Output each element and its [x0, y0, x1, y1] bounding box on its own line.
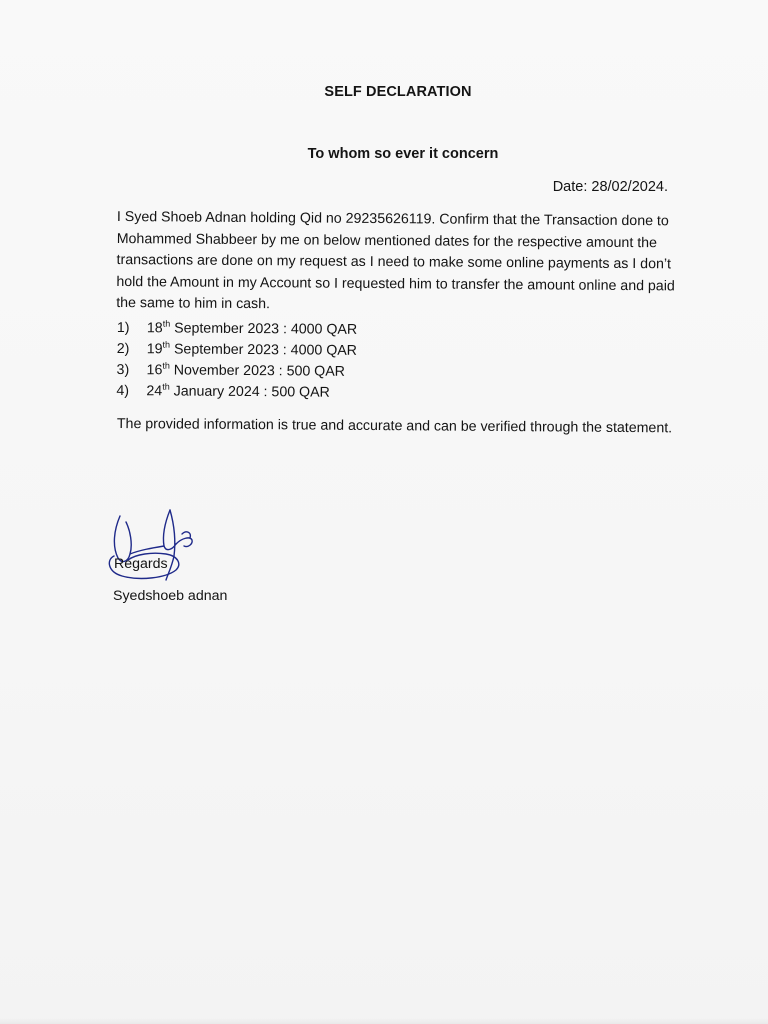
- page-edge: [0, 1018, 768, 1024]
- transaction-item: [116, 381, 516, 405]
- transaction-date-amount: [146, 381, 330, 403]
- transaction-day-suffix: th: [162, 381, 170, 392]
- transaction-number: 3): [116, 361, 130, 379]
- transaction-number: 4): [116, 382, 130, 400]
- document-date: Date: 28/02/2024.: [552, 179, 668, 195]
- transaction-detail: November 2023 : 500 QAR: [169, 362, 346, 380]
- document-title: SELF DECLARATION: [324, 84, 472, 100]
- transaction-detail: September 2023 : 4000 QAR: [170, 320, 358, 338]
- transaction-day-suffix: th: [162, 339, 171, 350]
- transaction-day-suffix: th: [162, 360, 170, 371]
- transaction-day: 18: [146, 320, 163, 337]
- regards-label: Regards: [114, 556, 168, 572]
- document-salutation: To whom so ever it concern: [307, 146, 499, 162]
- transaction-number: 2): [116, 340, 130, 358]
- transaction-number: 1): [116, 319, 130, 337]
- transaction-detail: January 2024 : 500 QAR: [169, 383, 330, 401]
- transaction-date-amount: [147, 318, 357, 341]
- transaction-list: [116, 318, 517, 405]
- transaction-date-amount: [147, 360, 346, 383]
- transaction-day: 24: [146, 383, 163, 400]
- declaration-closing: The provided information is true and accurate and can be verified through the statement.: [116, 415, 673, 437]
- transaction-day: 16: [146, 362, 163, 379]
- transaction-date-amount: [147, 339, 357, 362]
- declaration-body: I Syed Shoeb Adnan holding Qid no 29235626119. Confirm that the Transaction done to Mohammed Shabbeer by me on below mentioned dates for the respective amount the transactions are done on my request as I need to make some online payments as I don’t hold the Amount in my Account so I requested him to transfer the amount online and paid the same to him in cash.: [116, 208, 675, 313]
- signer-name: Syedshoeb adnan: [113, 588, 228, 604]
- transaction-day-suffix: th: [162, 318, 171, 329]
- transaction-day: 19: [146, 341, 163, 358]
- handwritten-signature: [100, 500, 210, 590]
- transaction-detail: September 2023 : 4000 QAR: [169, 341, 358, 359]
